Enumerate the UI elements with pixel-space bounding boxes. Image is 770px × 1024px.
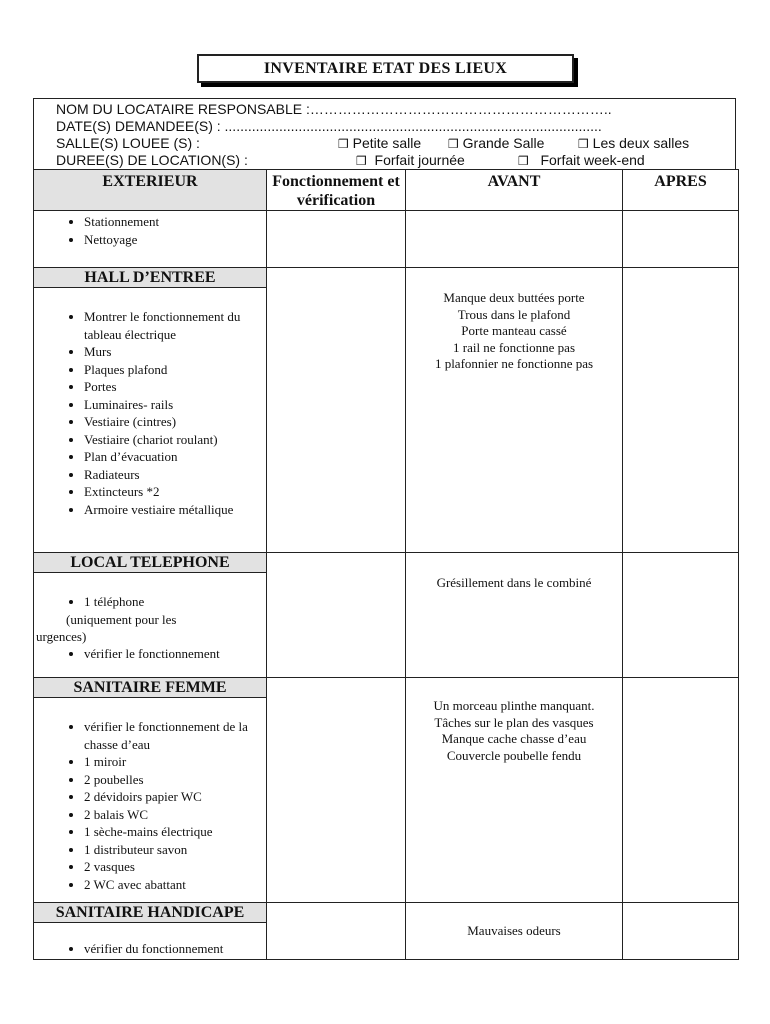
avant-cell[interactable] bbox=[406, 903, 623, 960]
duree-label: DUREE(S) DE LOCATION(S) : bbox=[56, 152, 248, 168]
list-item: • 2 WC avec abattant bbox=[84, 876, 266, 894]
col-avant: AVANT bbox=[406, 170, 623, 211]
checkbox-icon[interactable]: ❒ bbox=[578, 137, 589, 151]
list-item: • 2 dévidoirs papier WC bbox=[84, 788, 266, 806]
locataire-line: NOM DU LOCATAIRE RESPONSABLE :……………………………………………………….. bbox=[56, 101, 612, 117]
avant-cell[interactable] bbox=[406, 678, 623, 903]
list-item: • 1 sèche-mains électrique bbox=[84, 823, 266, 841]
list-item: • vérifier le fonctionnement de la chasse d’eau bbox=[84, 718, 266, 753]
avant-cell[interactable] bbox=[406, 553, 623, 678]
femme-list bbox=[34, 718, 266, 893]
list-item: • Radiateurs bbox=[84, 466, 266, 484]
list-item: • Murs bbox=[84, 343, 266, 361]
list-item: • Plaques plafond bbox=[84, 361, 266, 379]
fonction-cell[interactable] bbox=[267, 678, 406, 903]
option-forfait-weekend[interactable]: ❒ Forfait week-end bbox=[518, 152, 645, 168]
col-fonctionnement: Fonctionnement et vérification bbox=[267, 170, 406, 211]
list-item: • Nettoyage bbox=[84, 231, 266, 249]
list-item: • 1 téléphone bbox=[84, 593, 266, 611]
avant-cell[interactable] bbox=[406, 268, 623, 553]
fonction-cell[interactable] bbox=[267, 268, 406, 553]
duree-line bbox=[56, 152, 735, 169]
option-forfait-journee[interactable]: ❒ Forfait journée bbox=[356, 152, 465, 168]
telephone-list bbox=[34, 645, 266, 663]
column-header-row bbox=[34, 170, 739, 211]
checkbox-icon[interactable]: ❒ bbox=[518, 154, 529, 168]
option-deux-salles[interactable]: ❒ Les deux salles bbox=[578, 135, 690, 151]
dates-line: DATE(S) DEMANDEE(S) : ................................................................................................. bbox=[56, 118, 602, 134]
list-item: • Luminaires- rails bbox=[84, 396, 266, 414]
section-hall bbox=[34, 268, 739, 553]
list-item: • 2 vasques bbox=[84, 858, 266, 876]
avant-notes: Manque deux buttées porte Trous dans le plafond Porte manteau cassé 1 rail ne fonctionne pas 1 plafonnier ne fonctionne pas bbox=[434, 290, 594, 371]
handicape-list bbox=[34, 940, 266, 958]
checkbox-icon[interactable]: ❒ bbox=[356, 154, 367, 168]
list-item: • vérifier du fonctionnement bbox=[84, 940, 266, 958]
list-item: • Extincteurs *2 bbox=[84, 483, 266, 501]
list-item: • Montrer le fonctionnement du tableau électrique bbox=[84, 308, 266, 343]
section-title: LOCAL TELEPHONE bbox=[34, 553, 266, 573]
list-item: • Vestiaire (cintres) bbox=[84, 413, 266, 431]
avant-notes: Un morceau plinthe manquant. Tâches sur le plan des vasques Manque cache chasse d’eau Couvercle poubelle fendu bbox=[433, 698, 595, 763]
list-item: • Armoire vestiaire métallique bbox=[84, 501, 266, 519]
option-petite-salle[interactable]: ❒ Petite salle bbox=[338, 135, 422, 151]
telephone-list bbox=[34, 593, 266, 611]
section-telephone bbox=[34, 553, 739, 678]
section-title: SANITAIRE HANDICAPE bbox=[34, 903, 266, 923]
list-item: • 2 balais WC bbox=[84, 806, 266, 824]
avant-cell[interactable] bbox=[406, 211, 623, 268]
apres-cell[interactable] bbox=[623, 903, 739, 960]
salle-line bbox=[56, 135, 735, 152]
list-item: • Plan d’évacuation bbox=[84, 448, 266, 466]
list-item: • 1 distributeur savon bbox=[84, 841, 266, 859]
salle-label: SALLE(S) LOUEE (S) : bbox=[56, 135, 200, 151]
avant-notes: Mauvaises odeurs bbox=[467, 923, 561, 938]
inventory-table bbox=[33, 169, 739, 960]
apres-cell[interactable] bbox=[623, 211, 739, 268]
checkbox-icon[interactable]: ❒ bbox=[448, 137, 459, 151]
apres-cell[interactable] bbox=[623, 678, 739, 903]
header-box bbox=[33, 98, 736, 169]
list-item: • Stationnement bbox=[84, 213, 266, 231]
exterieur-list bbox=[34, 213, 266, 248]
fonction-cell[interactable] bbox=[267, 553, 406, 678]
list-item: • 2 poubelles bbox=[84, 771, 266, 789]
apres-cell[interactable] bbox=[623, 268, 739, 553]
list-item: • Portes bbox=[84, 378, 266, 396]
section-sanitaire-femme bbox=[34, 678, 739, 903]
col-apres: APRES bbox=[623, 170, 739, 211]
option-grande-salle[interactable]: ❒ Grande Salle bbox=[448, 135, 545, 151]
section-exterieur bbox=[34, 211, 739, 268]
fonction-cell[interactable] bbox=[267, 903, 406, 960]
list-item: • 1 miroir bbox=[84, 753, 266, 771]
avant-notes: Grésillement dans le combiné bbox=[436, 575, 592, 590]
list-item: • vérifier le fonctionnement bbox=[84, 645, 266, 663]
col-exterieur: EXTERIEUR bbox=[34, 170, 267, 211]
apres-cell[interactable] bbox=[623, 553, 739, 678]
list-item: • Vestiaire (chariot roulant) bbox=[84, 431, 266, 449]
telephone-note: (uniquement pour les bbox=[66, 611, 177, 627]
checkbox-icon[interactable]: ❒ bbox=[338, 137, 349, 151]
section-title: SANITAIRE FEMME bbox=[34, 678, 266, 698]
page-title: INVENTAIRE ETAT DES LIEUX bbox=[197, 54, 574, 83]
fonction-cell[interactable] bbox=[267, 211, 406, 268]
section-title: HALL D’ENTREE bbox=[34, 268, 266, 288]
telephone-note: urgences) bbox=[36, 628, 87, 644]
section-sanitaire-handicape bbox=[34, 903, 739, 960]
hall-list bbox=[34, 308, 266, 518]
